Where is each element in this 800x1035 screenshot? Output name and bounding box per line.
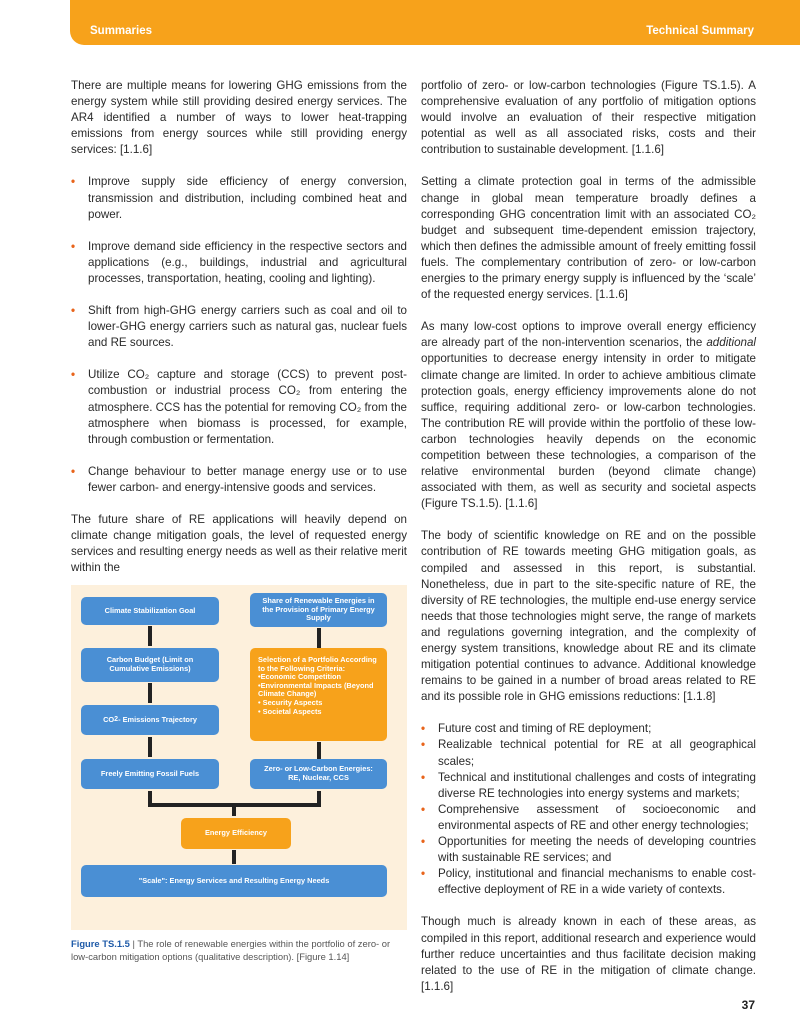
list-item: • Future cost and timing of RE deployment; [421,721,756,737]
caption-text: | The role of renewable energies within the portfolio of zero- or low-carbon mitigation options (qualitative description). [Figure 1.14] [71,938,391,962]
list-item: • Policy, institutional and financial mechanisms to enable cost-effective deployment of RE in a wide variety of contexts. [421,867,756,897]
paragraph: The body of scientific knowledge on RE and on the possible contribution of RE towards meeting GHG mitigation goals, as compiled and assessed in this report, is substantial. Nonetheless, due in part to the site-specific nature of RE, the diversity of RE technologies, the multiple end-use energy service needs that those technologies might serve, the range of markets and regulations governing integration, and the complexity of energy system transitions, knowledge about RE and its climate mitigation potential continues to advance. Additional knowledge remains to be gained in a number of broad areas related to RE and its possible role in GHG emissions reductions: [1.1.8] [421,529,756,704]
paragraph: portfolio of zero- or low-carbon technologies (Figure TS.1.5). A comprehensive evaluation of any portfolio of mitigation options would involve an evaluation of their respective mitigation potential as well as all associated risks, costs and their contribution to sustainable development. [1.1.6] [421,79,756,157]
bullet-dot-icon: • [421,738,426,752]
list-item: • Realizable technical potential for RE at all geographical scales; [421,738,756,768]
bullet-dot-icon: • [71,368,76,382]
bullet-dot-icon: • [421,867,426,881]
list-item: • Improve supply side efficiency of energy conversion, transmission and distribution, including combined heat and power. [71,175,407,221]
arrow-down-icon [148,626,152,646]
bullet-dot-icon: • [421,802,426,816]
left-column [71,78,407,576]
arrow-up-icon [232,850,236,864]
scale-box: "Scale": Energy Services and Resulting Energy Needs [81,865,387,897]
arrow-up-icon [317,628,321,648]
bullet-dot-icon: • [71,464,76,478]
arrow-down-icon [148,737,152,757]
connector-line [232,803,236,816]
share-re-box: Share of Renewable Energies in the Provision of Primary Energy Supply [250,593,387,627]
list-item: • Technical and institutional challenges and costs of integrating diverse RE technologies into energy systems and markets; [421,770,756,800]
zero-low-carbon-box: Zero- or Low-Carbon Energies: RE, Nuclear, CCS [250,759,387,789]
portfolio-selection-box [250,648,387,741]
criteria-item: •Economic Competition [258,672,342,682]
bullet-dot-icon: • [421,770,426,784]
section-label: Summaries [90,25,153,37]
paragraph: Setting a climate protection goal in terms of the admissible change in global mean temperature broadly defines a corresponding GHG concentration limit with an associated CO₂ budget and subsequent time-dependent emission trajectory, which then defines the admissible amount of freely emitting fossil fuels. The complementary contribution of zero- or low-carbon energies to the primary energy supply is influenced by the ‘scale’ of the requested energy services. [1.1.6] [421,175,756,302]
fossil-fuels-box: Freely Emitting Fossil Fuels [81,759,219,789]
climate-goal-box: Climate Stabilization Goal [81,597,219,625]
list-item: • Opportunities for meeting the needs of developing countries with sustainable RE services; and [421,835,756,865]
right-column [421,78,756,995]
intro-paragraph: There are multiple means for lowering GHG emissions from the energy system while still providing desired energy services. The AR4 identified a number of ways to lower heat-trapping emissions from energy sources while still providing energy services: [1.1.6] [71,79,407,157]
bullet-dot-icon: • [71,239,76,253]
figure-caption [71,938,407,963]
figure-diagram [71,585,407,930]
bullet-dot-icon: • [421,835,426,849]
knowledge-gaps-list [421,721,756,898]
list-item: • Utilize CO₂ capture and storage (CCS) to prevent post-combustion or industrial process CO₂ from entering the atmosphere. CCS has the potential for removing CO₂ from the atmosphere when biomass is processed, for example, through combustion or fermentation. [71,368,407,446]
header-bar [70,0,800,45]
closing-paragraph: The future share of RE applications will heavily depend on climate change mitigation goals, the level of requested energy services and resulting energy needs as well as their relative merit within the [71,512,407,575]
list-item: • Improve demand side efficiency in the respective sectors and applications (e.g., buildings, industrial and agricultural processes, transportation, heating, cooling and lighting). [71,239,407,285]
page-number: 37 [741,998,755,1012]
paragraph: As many low-cost options to improve overall energy efficiency are already part of the non-intervention scenarios, the additional opportunities to decrease energy intensity in order to mitigate climate change are limited. In order to achieve ambitious climate protection goals, energy efficiency improvements alone do not suffice, requiring additional zero- or low-carbon technologies. The contribution RE will provide within the portfolio of these low-carbon technologies heavily depends on the economic competition between these technologies, a comparison of the relative environmental burden (beyond climate change) associated with them, as well as security and societal aspects (Figure TS.1.5). [1.1.6] [421,320,756,511]
paragraph: Though much is already known in each of these areas, as compiled in this report, additional research and experience would further reduce uncertainties and thus facilitate decision making related to the use of RE in the mitigation of climate change. [1.1.6] [421,915,756,993]
arrow-down-icon [148,683,152,703]
criteria-item: •Environmental Impacts (Beyond Climate Change) [258,680,374,699]
list-item: • Change behaviour to better manage energy use or to use fewer carbon- and energy-intensive goods and services. [71,464,407,494]
list-item: • Shift from high-GHG energy carriers such as coal and oil to lower-GHG energy carriers such as natural gas, nuclear fuels and RE sources. [71,304,407,350]
mitigation-options-list [71,174,407,496]
co2-trajectory-box: CO 2 - Emissions Trajectory [81,705,219,735]
chapter-label: Technical Summary [646,25,754,37]
energy-efficiency-box: Energy Efficiency [181,818,291,849]
bullet-dot-icon: • [71,304,76,318]
criteria-item: • Security Aspects [258,697,323,707]
criteria-item: • Societal Aspects [258,706,322,716]
bullet-dot-icon: • [421,722,426,736]
list-item: • Comprehensive assessment of socioeconomic and environmental aspects of RE and other energy technologies; [421,802,756,832]
selection-title: Selection of a Portfolio According to the Following Criteria: [258,655,377,673]
arrow-up-icon [317,742,321,759]
bullet-dot-icon: • [71,175,76,189]
caption-label: Figure TS.1.5 [71,938,130,949]
carbon-budget-box: Carbon Budget (Limit on Cumulative Emissions) [81,648,219,682]
